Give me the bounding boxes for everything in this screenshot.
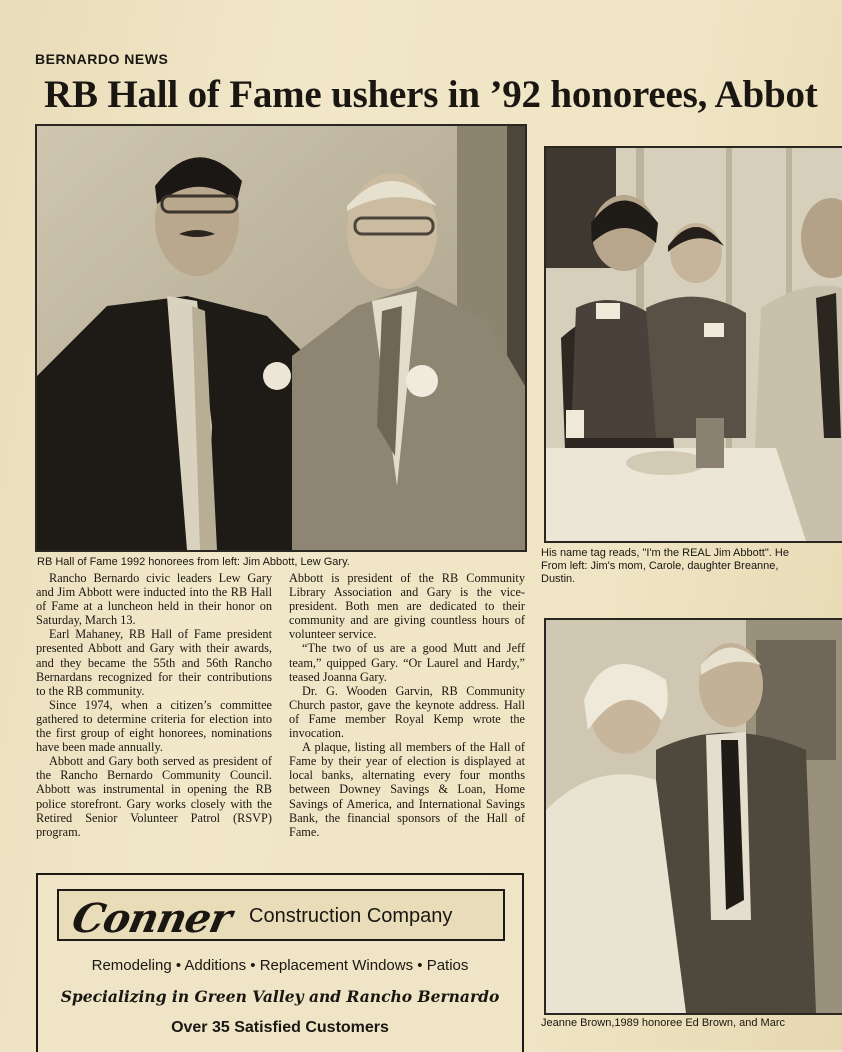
conner-construction-ad (36, 873, 524, 1052)
ad-customers: Over 35 Satisfied Customers (171, 1019, 389, 1036)
headline: RB Hall of Fame ushers in ’92 honorees, Abbot (44, 73, 818, 116)
article-paragraph: Rancho Bernardo civic leaders Lew Gary and Jim Abbott were inducted into the RB Hall of Fame at a luncheon held in their honor on Saturday, March 13. (36, 571, 272, 628)
family-photo-caption (541, 547, 789, 586)
section-label: BERNARDO NEWS (35, 51, 169, 67)
article-paragraph: Abbott is president of the RB Community Library Association and Gary is the vice-president. Both men are dedicated to their community and are giving countless hours of volunteer service. (289, 571, 525, 642)
family-caption-line-1: His name tag reads, "I'm the REAL Jim Abbott". He (541, 547, 789, 559)
couple-photo (544, 618, 842, 1015)
article-paragraph: Dr. G. Wooden Garvin, RB Community Church pastor, gave the keynote address. Hall of Fame member Royal Kemp wrote the invocation. (289, 683, 525, 741)
article-paragraph: A plaque, listing all members of the Hall of Fame by their year of election is displayed at local banks, alternating every four months between Downey Savings & Loan, Home Savings of America, and International Savings Bank, the financial sponsors of the Hall of Fame. (289, 740, 525, 839)
family-photo (544, 146, 842, 543)
family-caption-line-3: Dustin. (541, 573, 576, 585)
article-paragraph: Since 1974, when a citizen’s committee gathered to determine criteria for election into the first group of eight honorees, nominations have been made annually. (36, 697, 272, 755)
article-paragraph: Abbott and Gary both served as president of the Rancho Bernardo Community Council. Abbott was instrumental in opening the RB police storefront. Gary works closely with the Retired Senior Volunteer Patrol (RSVP) program. (36, 754, 272, 839)
ad-company-name: Construction Company (249, 905, 453, 927)
main-photo (35, 124, 527, 552)
article-paragraph: Earl Mahaney, RB Hall of Fame president presented Abbott and Gary with their awards, and they became the 55th and 56th Rancho Bernardans recognized for their contributions to the RB community. (36, 627, 272, 698)
ad-logo-script: Conner (68, 895, 236, 942)
ad-specializing: Specializing in Green Valley and Rancho Bernardo (60, 987, 500, 1006)
couple-photo-caption: Jeanne Brown,1989 honoree Ed Brown, and Marc (541, 1017, 785, 1029)
ad-services: Remodeling • Additions • Replacement Windows • Patios (91, 957, 469, 974)
article-column-1 (36, 571, 272, 839)
ad-logo-banner (57, 889, 505, 941)
family-caption-line-2: From left: Jim's mom, Carole, daughter Breanne, (541, 560, 779, 572)
main-photo-caption: RB Hall of Fame 1992 honorees from left: Jim Abbott, Lew Gary. (37, 556, 350, 568)
article-column-2 (289, 571, 525, 839)
article-paragraph: “The two of us are a good Mutt and Jeff team,” quipped Gary. “Or Laurel and Hardy,” teased Joanna Gary. (289, 641, 525, 684)
